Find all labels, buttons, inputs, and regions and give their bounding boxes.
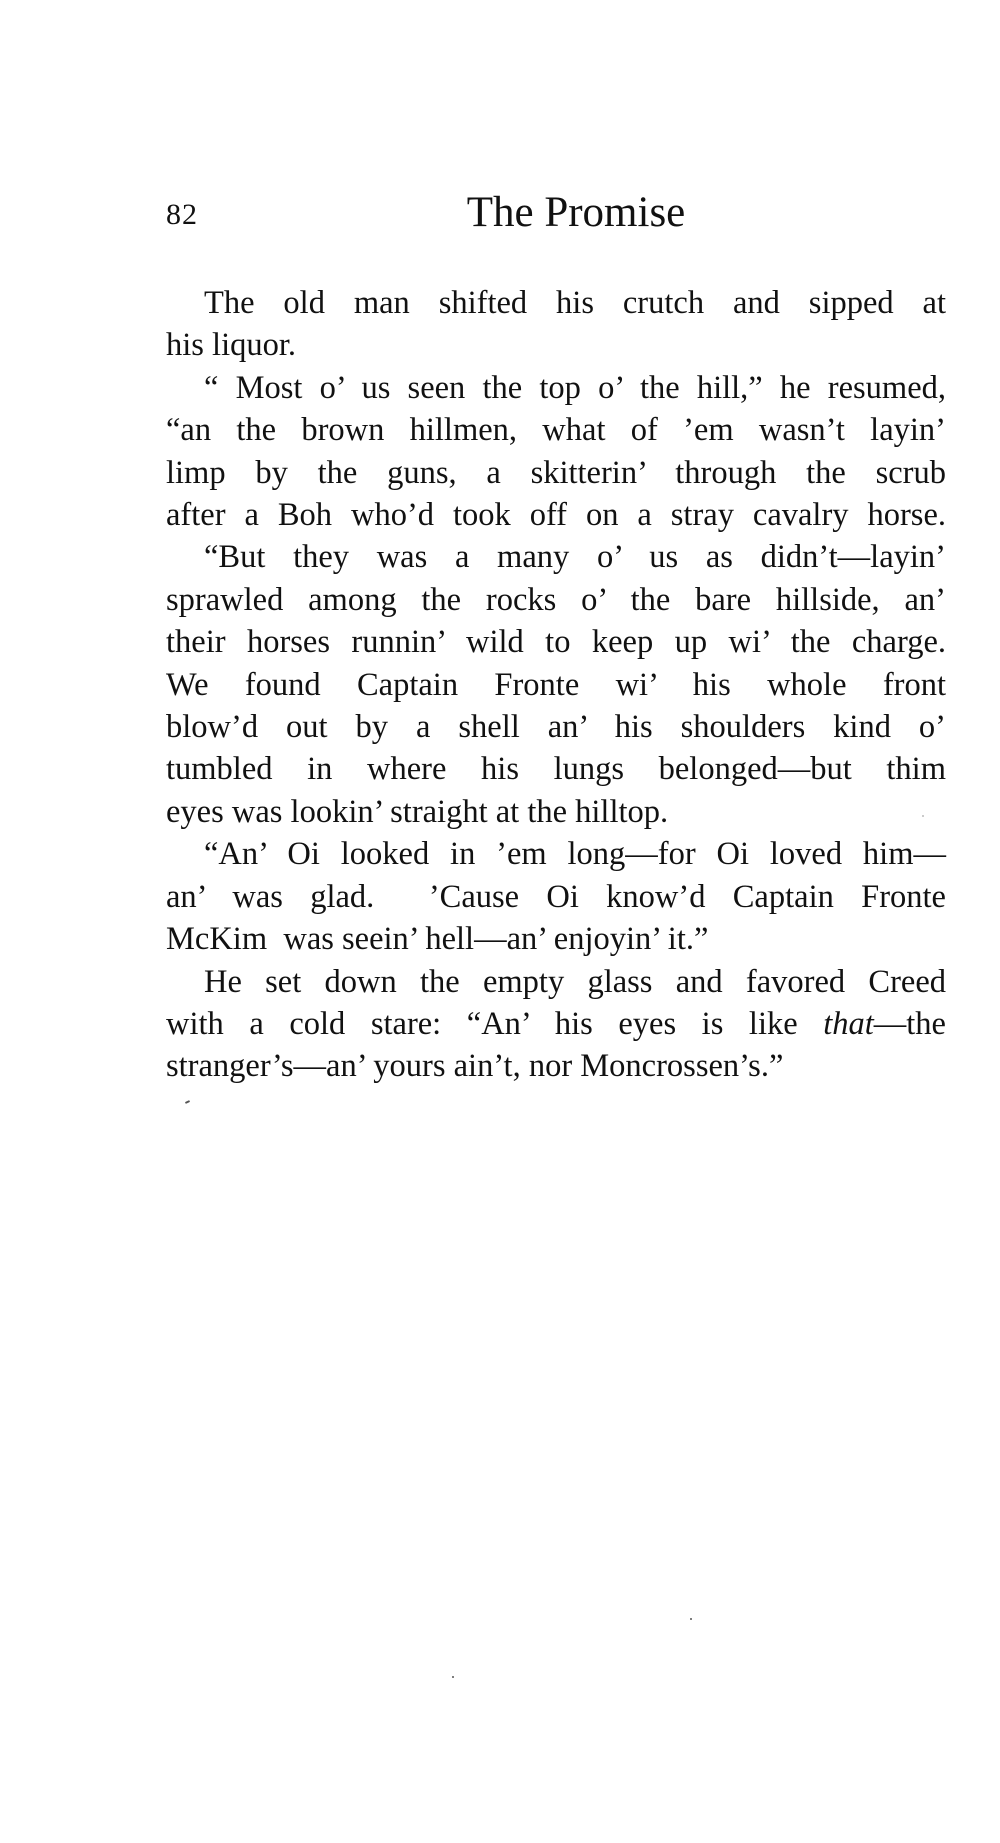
text-line: blow’d out by a shell an’ his shoulders kind o’ — [166, 709, 946, 746]
text-line: “ Most o’ us seen the top o’ the hill,” he resumed, — [204, 369, 946, 406]
paragraph-3 — [166, 536, 946, 833]
paragraph-1 — [166, 282, 946, 367]
paragraph-5 — [166, 961, 946, 1088]
body-text — [166, 282, 946, 1088]
text-line: after a Boh who’d took off on a stray cavalry horse. — [166, 497, 946, 534]
text-run: —the — [873, 1005, 946, 1042]
text-line: He set down the empty glass and favored Creed — [204, 963, 946, 1000]
text-line — [166, 1003, 946, 1045]
text-line: “An’ Oi looked in ’em long—for Oi loved him— — [204, 836, 946, 873]
text-line: We found Captain Fronte wi’ his whole front — [166, 666, 946, 703]
text-line: McKim was seein’ hell—an’ enjoyin’ it.” — [166, 921, 709, 958]
page-header — [166, 188, 946, 248]
text-line: stranger’s—an’ yours ain’t, nor Moncrossen’s.” — [166, 1048, 784, 1085]
text-line: their horses runnin’ wild to keep up wi’ the charge. — [166, 624, 946, 661]
text-line: “But they was a many o’ us as didn’t—layin’ — [204, 539, 946, 576]
text-line: limp by the guns, a skitterin’ through the scrub — [166, 454, 946, 491]
text-line: sprawled among the rocks o’ the bare hillside, an’ — [166, 581, 946, 618]
text-line: “an the brown hillmen, what of ’em wasn’t layin’ — [166, 412, 946, 449]
text-line: eyes was lookin’ straight at the hilltop. — [166, 793, 669, 830]
text-line: his liquor. — [166, 327, 297, 364]
text-line: an’ was glad. ’Cause Oi know’d Captain Fronte — [166, 878, 946, 915]
paragraph-2 — [166, 367, 946, 537]
paragraph-4 — [166, 833, 946, 960]
running-title: The Promise — [466, 189, 686, 236]
scan-speck — [185, 1100, 190, 1104]
italic-emphasis: that — [823, 1005, 874, 1042]
scan-speck — [922, 815, 924, 817]
scan-speck — [690, 1618, 692, 1620]
scan-speck — [452, 1676, 454, 1678]
text-line: tumbled in where his lungs belonged—but thim — [166, 751, 946, 788]
text-line: The old man shifted his crutch and sipped at — [204, 285, 946, 321]
page-number: 82 — [166, 198, 198, 231]
text-run: with a cold stare: “An’ his eyes is like — [166, 1005, 824, 1042]
